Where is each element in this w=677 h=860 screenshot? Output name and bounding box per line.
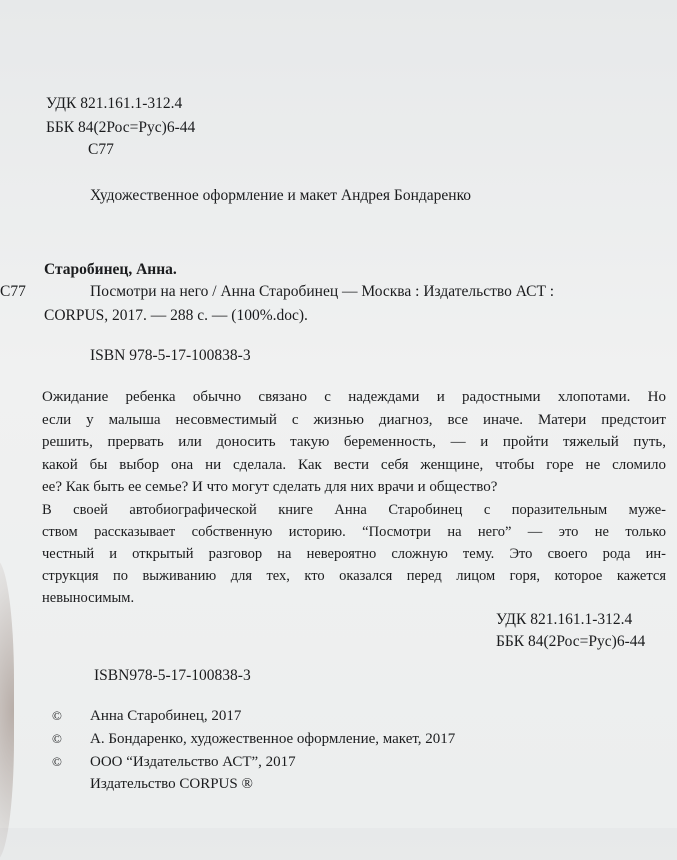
copyright-text: ООО “Издательство АСТ”, 2017 xyxy=(90,754,296,770)
annotation-line: ее? Как быть ее семье? И что могут сделать для них врачи и общество? xyxy=(42,479,498,495)
udk-code: УДК 821.161.1-312.4 xyxy=(46,95,183,112)
publisher-line: Издательство CORPUS ® xyxy=(90,776,253,792)
bbk-code: ББК 84(2Рос=Рус)6-44 xyxy=(46,119,196,136)
footer-udk-code: УДК 821.161.1-312.4 xyxy=(496,611,633,628)
copyright-text: Анна Старобинец, 2017 xyxy=(90,708,242,724)
catalog-isbn: ISBN 978-5-17-100838-3 xyxy=(90,347,251,364)
annotation-text xyxy=(42,386,666,609)
annotation-line: ством рассказывает собственную историю. “Посмотри на него” — это не только xyxy=(42,523,666,540)
copyright-row xyxy=(52,729,455,749)
annotation-line: струкция по выживанию для тех, кто оказался перед лицом горя, которое кажется xyxy=(42,567,666,584)
copyright-text: А. Бондаренко, художественное оформление, макет, 2017 xyxy=(90,731,456,747)
copyright-icon: © xyxy=(52,754,62,769)
annotation-line: В своей автобиографической книге Анна Старобинец с поразительным муже- xyxy=(42,501,666,518)
footer-bbk-code: ББК 84(2Рос=Рус)6-44 xyxy=(496,633,646,650)
bottom-isbn: ISBN978-5-17-100838-3 xyxy=(94,667,251,684)
catalog-entry-line2: CORPUS, 2017. — 288 с. — (100%.doc). xyxy=(44,307,308,324)
copyright-icon: © xyxy=(52,731,62,746)
catalog-entry-line1: Посмотри на него / Анна Старобинец — Москва : Издательство АСТ : xyxy=(90,283,555,300)
annotation-line: решить, прервать или доносить такую беременность, — и пройти тяжелый путь, xyxy=(42,434,666,450)
annotation-line: невыносимым. xyxy=(42,589,135,606)
design-credit: Художественное оформление и макет Андрея Бондаренко xyxy=(90,187,472,204)
catalog-margin-mark: С77 xyxy=(0,283,26,300)
copyright-icon: © xyxy=(52,708,62,723)
author-mark: С77 xyxy=(88,141,114,158)
copyright-row xyxy=(52,706,241,726)
annotation-line: какой бы выбор она ни сделала. Как вести себя женщине, чтобы горе не сломило xyxy=(42,456,666,473)
annotation-line: Ожидание ребенка обычно связано с надеждами и радостными хлопотами. Но xyxy=(42,389,666,405)
catalog-author: Старобинец, Анна. xyxy=(44,261,177,278)
finger-shadow xyxy=(0,560,14,860)
copyright-row xyxy=(52,752,296,772)
annotation-line: если у малыша несовместимый с жизнью диагноз, все иначе. Матери предстоит xyxy=(42,411,666,428)
annotation-line: честный и открытый разговор на невероятно сложную тему. Это своего рода ин- xyxy=(42,545,666,562)
